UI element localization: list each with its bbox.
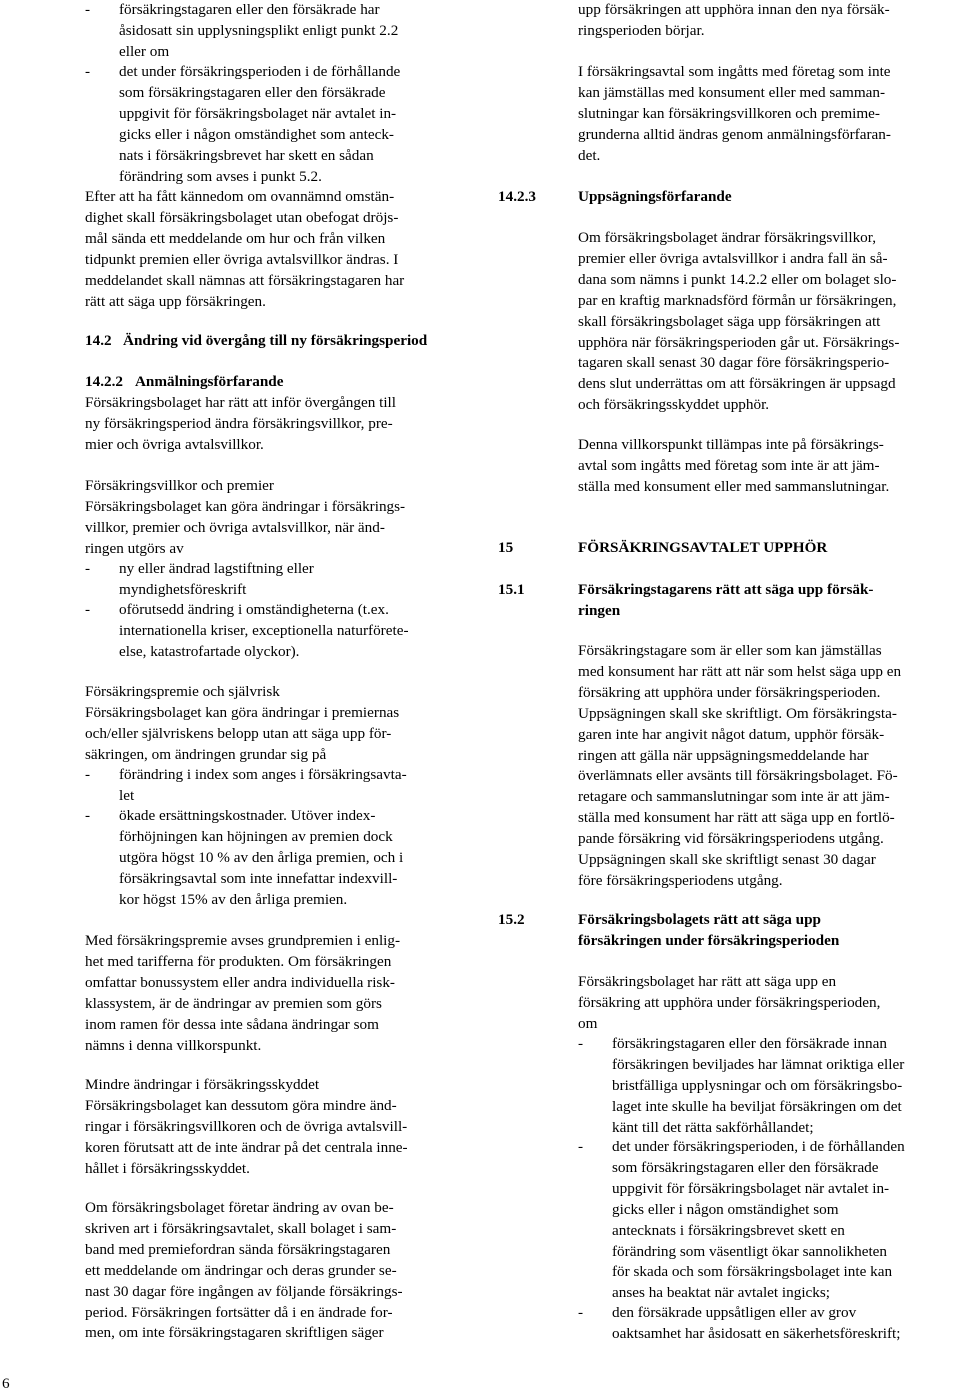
text-line: slutningar kan försäkringsvillkoren och premime- xyxy=(578,104,880,122)
section-number: 15 xyxy=(498,539,514,556)
text-line: försäkring att upphöra under försäkringsperioden. xyxy=(578,683,881,701)
section-title xyxy=(578,580,873,622)
subsection-title: Anmälningsförfarande xyxy=(134,373,284,390)
text-line: Försäkringsvillkor och premier xyxy=(85,477,274,494)
bullet-text xyxy=(119,806,403,911)
text-line: uppgivit för försäkringsbolaget när avtalet in- xyxy=(612,1179,890,1197)
text-line: ställa med konsument har rätt att säga upp en fortlö- xyxy=(578,809,895,827)
text-line: omfattar bonussystem eller andra individuella risk- xyxy=(85,973,395,991)
bullet-text xyxy=(612,1137,905,1304)
text-line: rätt att säga upp försäkringen. xyxy=(85,292,266,310)
bullet-dash: - xyxy=(85,560,91,577)
bullet-dash: - xyxy=(85,1,91,18)
text-line: Om försäkringsbolaget företar ändring av ovan be- xyxy=(85,1199,394,1216)
bullet-text xyxy=(119,0,398,63)
text-line: med konsument har rätt att när som helst säga upp en xyxy=(578,662,902,680)
text-line: ny försäkringsperiod ändra försäkringsvillkor, pre- xyxy=(85,414,393,432)
paragraph xyxy=(85,1198,460,1344)
text-line: anses ha beaktat när avtalet ingicks; xyxy=(612,1284,831,1302)
bullet-text xyxy=(612,1303,900,1345)
text-line: skall försäkringsbolaget säga upp försäkringen att xyxy=(578,312,881,330)
text-line: ett meddelande om ändringar och deras grunder se- xyxy=(85,1261,397,1279)
bullet-dash: - xyxy=(85,807,91,824)
text-line: tidpunkt premien eller övriga avtalsvillkor ändras. I xyxy=(85,250,399,268)
bullet-text xyxy=(119,559,314,601)
text-line: period. Försäkringen fortsätter då i en ändrade for- xyxy=(85,1303,393,1321)
text-line: par en kraftig marknadsförd förmån ur försäkringen, xyxy=(578,291,897,309)
paragraph xyxy=(578,62,960,167)
text-line: Om försäkringsbolaget ändrar försäkringsvillkor, xyxy=(578,229,877,246)
bullet-text xyxy=(119,600,409,663)
bullet-text xyxy=(612,1034,904,1139)
text-line: Försäkringsbolaget har rätt att inför övergången till xyxy=(85,394,396,411)
text-line: kan jämställas med konsument eller med samman- xyxy=(578,83,886,101)
text-line: Försäkringsbolaget kan dessutom göra mindre änd- xyxy=(85,1096,397,1114)
text-line: pande försäkring vid försäkringsperiodens utgång. xyxy=(578,830,884,848)
text-line: oförutsedd ändring i omständigheterna (t.ex. xyxy=(119,601,389,618)
text-line: och/eller självriskens belopp utan att säga upp för- xyxy=(85,724,392,742)
text-line: oaktsamhet har åsidosatt en säkerhetsföreskrift; xyxy=(612,1324,901,1342)
text-line: meddelandet skall nämnas att försäkringstagaren har xyxy=(85,271,405,289)
bullet-text xyxy=(119,765,407,807)
text-line: premier eller övriga avtalsvillkor i andra fall än så- xyxy=(578,249,888,267)
text-line: känt till det rätta sakförhållandet; xyxy=(612,1118,814,1136)
section-number: 15.1 xyxy=(498,581,525,598)
text-line: tagaren skall senast 30 dagar före försäkringsperio- xyxy=(578,354,890,372)
paragraph xyxy=(85,931,460,1056)
text-line: klassystem, är de ändringar av premien som görs xyxy=(85,994,382,1012)
text-line: hållet i försäkringsskyddet. xyxy=(85,1159,250,1177)
text-line: Försäkringsbolagets rätt att säga upp xyxy=(578,911,822,928)
section-number: 15.2 xyxy=(498,911,525,928)
text-line: Försäkringstagare som är eller som kan jämställas xyxy=(578,642,882,659)
text-line: som försäkringstagaren eller den försäkrade xyxy=(119,83,386,101)
section-number: 14.2 xyxy=(85,332,112,349)
paragraph xyxy=(578,228,960,416)
text-line: kor högst 15% av den årliga premien. xyxy=(119,890,348,908)
section-title: Ändring vid övergång till ny försäkringsperiod xyxy=(123,332,428,349)
section-number: 14.2.2 xyxy=(85,373,123,390)
text-line: else, katastrofartade olyckor). xyxy=(119,642,300,660)
section-title xyxy=(578,910,839,952)
section-number: 14.2.3 xyxy=(498,188,536,205)
text-line: Mindre ändringar i försäkringsskyddet xyxy=(85,1076,320,1093)
text-line: gicks eller i någon omständighet som xyxy=(612,1200,839,1218)
text-line: villkor, premier och övriga avtalsvillkor, när änd- xyxy=(85,518,385,536)
text-line: upphöra när försäkringsperioden går ut. Försäkrings- xyxy=(578,333,900,351)
text-line: men, om inte försäkringstagaren skriftligen säger xyxy=(85,1324,384,1342)
text-line: skriven art i försäkringsavtalet, skall bolaget i sam- xyxy=(85,1219,397,1237)
text-line: let xyxy=(119,786,135,804)
bullet-dash: - xyxy=(578,1304,584,1321)
paragraph xyxy=(85,1075,460,1180)
bullet-dash: - xyxy=(578,1138,584,1155)
text-line: eller om xyxy=(119,42,170,60)
text-line: förhöjningen kan höjningen av premien dock xyxy=(119,827,393,845)
text-line: nats i försäkringsbrevet har skett en sådan xyxy=(119,146,374,164)
text-line: ställa med konsument eller med sammanslutningar. xyxy=(578,477,890,495)
text-line: Försäkringsbolaget kan göra ändringar i premiernas xyxy=(85,703,400,721)
text-line: försäkringen beviljades har lämnat oriktiga eller xyxy=(612,1055,905,1073)
text-line: uppgivit för försäkringsbolaget när avtalet in- xyxy=(119,104,397,122)
text-line: gicks eller i någon omständighet som anteck- xyxy=(119,125,394,143)
text-line: det under försäkringsperioden, i de förhållanden xyxy=(612,1138,905,1155)
text-line: överlämnats eller avsänts till försäkringsbolaget. Fö- xyxy=(578,767,898,785)
paragraph xyxy=(85,187,460,312)
text-line: upp försäkringen att upphöra innan den nya försäk- xyxy=(578,1,890,18)
bullet-text xyxy=(119,62,400,187)
paragraph xyxy=(578,972,960,1035)
text-line: Försäkringstagarens rätt att säga upp försäk- xyxy=(578,581,874,598)
text-line: försäkring att upphöra under försäkringsperioden, xyxy=(578,993,881,1011)
text-line: försäkringsavtal som inte innefattar indexvill- xyxy=(119,869,398,887)
text-line: den försäkrade uppsåtligen eller av grov xyxy=(612,1304,857,1321)
paragraph xyxy=(578,641,960,892)
text-line: Med försäkringspremie avses grundpremien i enlig- xyxy=(85,932,401,949)
paragraph xyxy=(578,435,960,498)
text-line: ökade ersättningskostnader. Utöver index- xyxy=(119,807,376,824)
text-line: dens slut underrättas om att försäkringen är uppsagd xyxy=(578,375,896,393)
text-line: het med tarifferna för produkten. Om försäkringen xyxy=(85,952,392,970)
text-line: före försäkringsperiodens utgång. xyxy=(578,871,783,889)
paragraph xyxy=(85,393,460,456)
text-line: myndighetsföreskrift xyxy=(119,580,247,598)
text-line: ny eller ändrad lagstiftning eller xyxy=(119,560,314,577)
paragraph xyxy=(85,682,460,766)
text-line: nast 30 dagar före ingången av följande försäkrings- xyxy=(85,1282,403,1300)
text-line: I försäkringsavtal som ingåtts med företag som inte xyxy=(578,63,891,80)
text-line: nämns i denna villkorspunkt. xyxy=(85,1036,262,1054)
text-line: dighet skall försäkringsbolaget utan obefogat dröjs- xyxy=(85,208,399,226)
section-heading xyxy=(85,331,460,352)
text-line: grunderna alltid ändras genom anmälningsförfaran- xyxy=(578,125,891,143)
text-line: avtal som ingåtts med företag som inte är att jäm- xyxy=(578,456,880,474)
bullet-dash: - xyxy=(85,601,91,618)
text-line: om xyxy=(578,1014,598,1032)
text-line: Efter att ha fått kännedom om ovannämnd omstän- xyxy=(85,188,395,205)
text-line: ringen att gälla när uppsägningsmeddelande har xyxy=(578,746,869,764)
paragraph xyxy=(578,0,960,42)
text-line: som försäkringstagaren eller den försäkrade xyxy=(612,1158,879,1176)
text-line: Uppsägningen skall ske skriftligt. Om försäkringsta- xyxy=(578,704,897,722)
text-line: förändring i index som anges i försäkringsavta- xyxy=(119,766,407,783)
text-line: försäkringstagaren eller den försäkrade har xyxy=(119,1,380,18)
paragraph xyxy=(85,476,460,560)
text-line: koren förutsatt att de inte ändrar på det centrala inne- xyxy=(85,1138,408,1156)
page-number: 6 xyxy=(2,1375,10,1392)
text-line: förändring som avses i punkt 5.2. xyxy=(119,167,322,185)
text-line: internationella kriser, exceptionella naturförete- xyxy=(119,621,409,639)
text-line: och försäkringsskyddet upphör. xyxy=(578,396,770,414)
bullet-dash: - xyxy=(85,766,91,783)
text-line: Uppsägningen skall ske skriftligt senast 30 dagar xyxy=(578,851,876,869)
text-line: dana som nämns i punkt 14.2.2 eller om bolaget slo- xyxy=(578,270,897,288)
text-line: förändring som väsentligt ökar sannolikheten xyxy=(612,1242,887,1260)
text-line: Försäkringspremie och självrisk xyxy=(85,683,280,700)
text-line: utgöra högst 10 % av den årliga premien, och i xyxy=(119,848,404,866)
text-line: Försäkringsbolaget har rätt att säga upp en xyxy=(578,973,837,990)
text-line: det. xyxy=(578,146,601,164)
bullet-dash: - xyxy=(85,63,91,80)
text-line: ringar i försäkringsvillkoren och de övriga avtalsvill- xyxy=(85,1117,408,1135)
text-line: bristfälliga upplysningar och om försäkringsbo- xyxy=(612,1076,903,1094)
text-line: garen inte har angivit något datum, upphör försäk- xyxy=(578,725,885,743)
text-line: inom ramen för dessa inte sådana ändringar som xyxy=(85,1015,379,1033)
text-line: band med premiefordran sända försäkringstagaren xyxy=(85,1240,391,1258)
text-line: laget inte skulle ha beviljat försäkringen om det xyxy=(612,1097,902,1115)
text-line: det under försäkringsperioden i de förhållande xyxy=(119,63,401,80)
text-line: mier och övriga avtalsvillkor. xyxy=(85,435,264,453)
bullet-dash: - xyxy=(578,1035,584,1052)
section-title: Uppsägningsförfarande xyxy=(578,188,732,205)
text-line: ringen xyxy=(578,601,621,619)
text-line: retagare och sammanslutningar som inte är att jäm- xyxy=(578,788,890,806)
section-title: FÖRSÄKRINGSAVTALET UPPHÖR xyxy=(578,539,828,556)
text-line: antecknats i försäkringsbrevet skett en xyxy=(612,1221,845,1239)
text-line: för skada och som försäkringsbolaget inte kan xyxy=(612,1263,893,1281)
text-line: säkringen, om ändringen grundar sig på xyxy=(85,745,327,763)
text-line: mål sända ett meddelande om hur och från vilken xyxy=(85,229,386,247)
text-line: ringsperioden börjar. xyxy=(578,21,705,39)
text-line: Försäkringsbolaget kan göra ändringar i försäkrings- xyxy=(85,497,406,515)
text-line: ringen utgörs av xyxy=(85,539,184,557)
text-line: Denna villkorspunkt tillämpas inte på försäkrings- xyxy=(578,436,884,453)
text-line: försäkringen under försäkringsperioden xyxy=(578,931,840,949)
text-line: försäkringstagaren eller den försäkrade innan xyxy=(612,1035,887,1052)
text-line: åsidosatt sin upplysningsplikt enligt punkt 2.2 xyxy=(119,21,399,39)
